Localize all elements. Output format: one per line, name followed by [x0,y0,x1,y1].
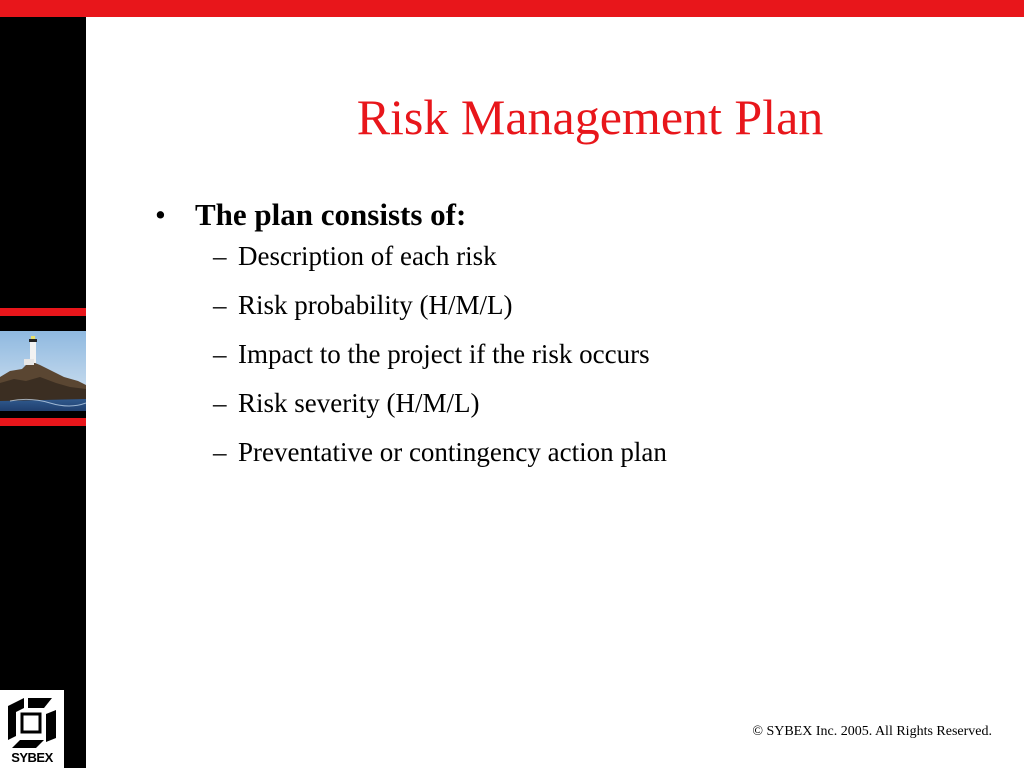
bullet-icon: • [155,197,166,232]
lighthouse-photo [0,331,86,411]
sub-bullet-text: Preventative or contingency action plan [238,437,667,467]
top-accent-bar [0,0,1024,17]
slide-content [155,196,995,485]
slide-title: Risk Management Plan [356,89,824,145]
copyright-notice: © SYBEX Inc. 2005. All Rights Reserved. [752,724,992,739]
sidebar-stripe-bottom [0,418,86,426]
sub-bullet-text: Risk probability (H/M/L) [238,290,513,320]
sub-bullet-item [155,387,995,436]
sub-bullet-item [155,436,995,485]
dash-icon: – [213,437,227,467]
sub-bullet-text: Risk severity (H/M/L) [238,388,480,418]
sybex-logo-text: SYBEX [11,750,53,765]
dash-icon: – [213,241,227,271]
main-bullet-text: The plan consists of: [195,197,467,232]
dash-icon: – [213,388,227,418]
sub-bullet-text: Impact to the project if the risk occurs [238,339,650,369]
sub-bullet-text: Description of each risk [238,241,497,271]
sub-bullet-item [155,289,995,338]
sybex-logo [0,690,64,768]
sub-bullet-item [155,338,995,387]
dash-icon: – [213,290,227,320]
dash-icon: – [213,339,227,369]
sub-bullet-item [155,240,995,289]
sidebar-stripe-top [0,308,86,316]
sybex-cube-icon [0,694,64,752]
sub-bullet-list [155,240,995,485]
main-bullet-point [155,196,995,240]
